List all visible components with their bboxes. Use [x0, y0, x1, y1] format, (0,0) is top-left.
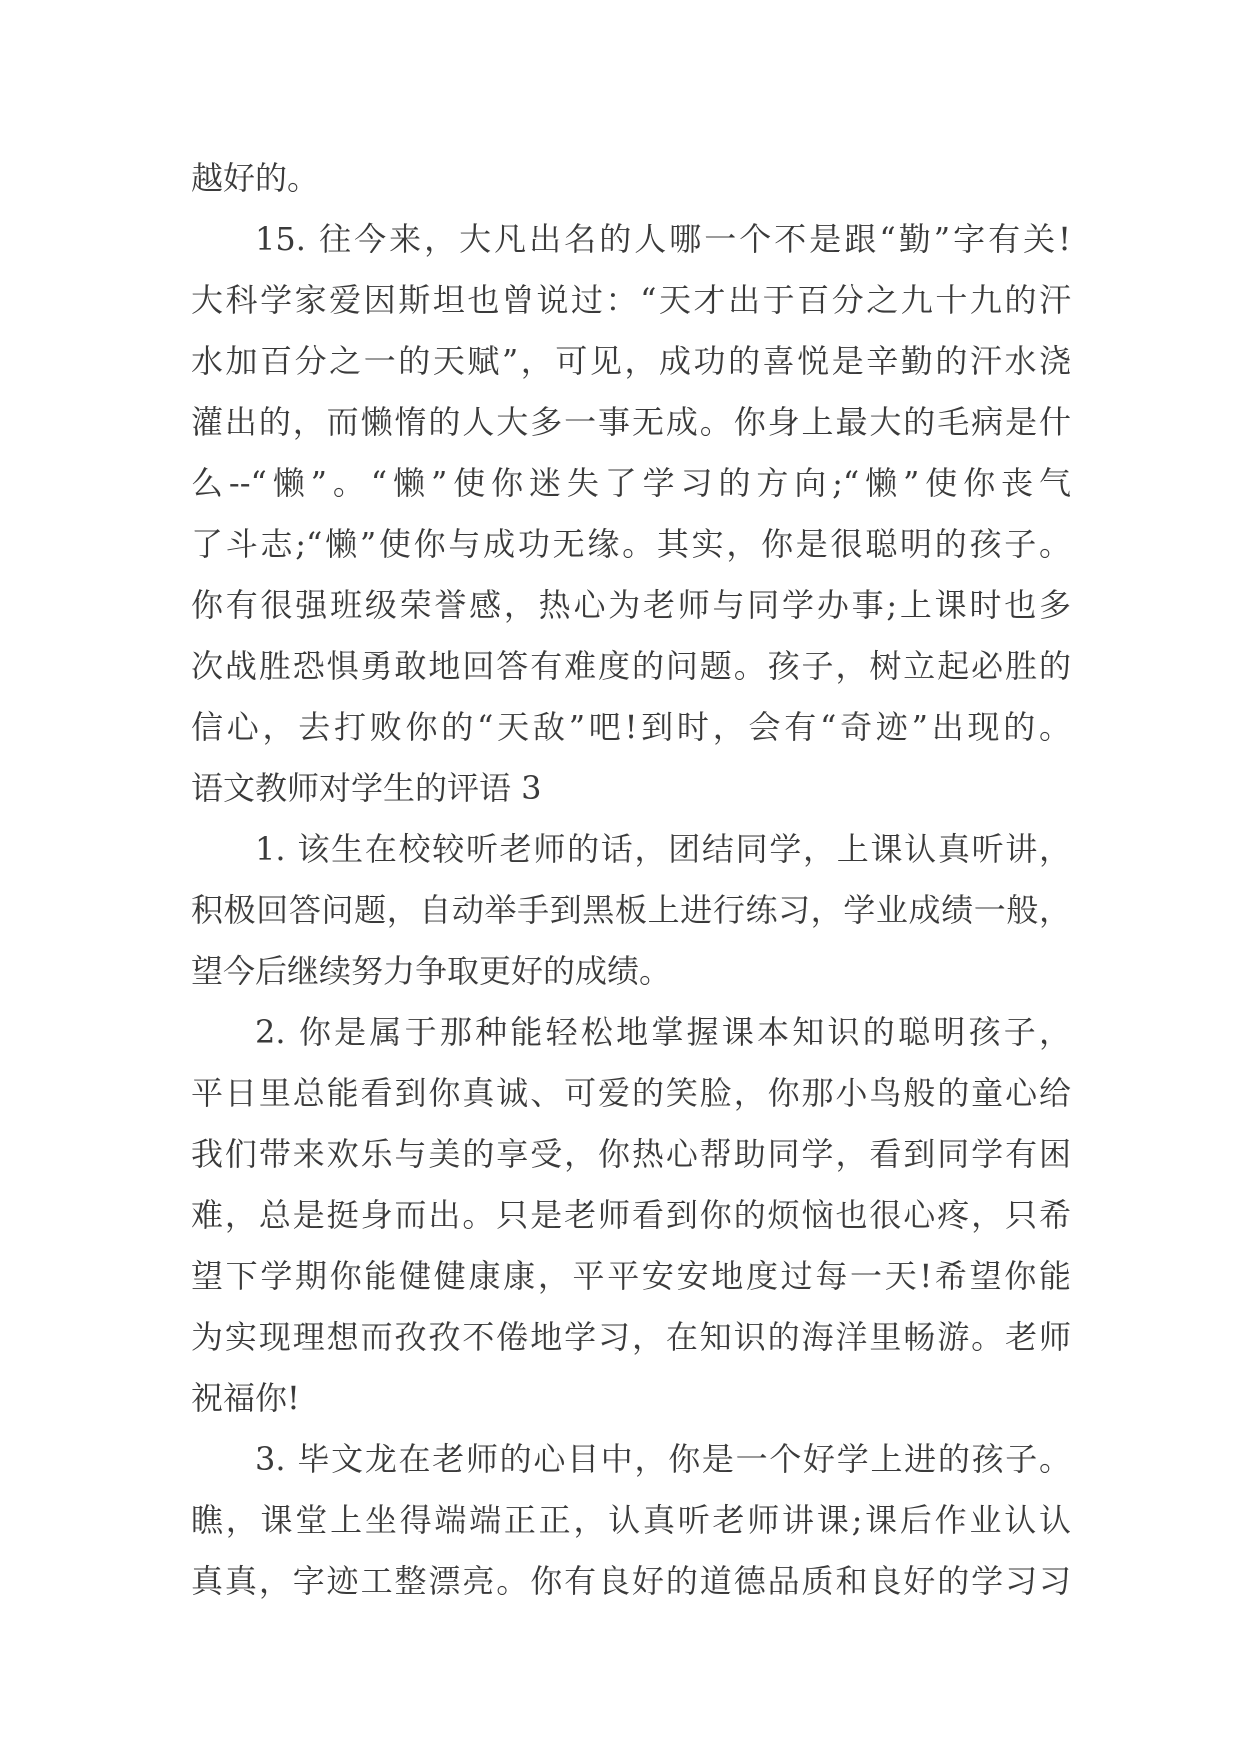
text-line: 祝福你! [191, 1379, 300, 1417]
text-line: 越好的。 [191, 159, 320, 197]
text-line: 15. 往今来，大凡出名的人哪一个不是跟“勤”字有关! [255, 220, 1071, 258]
text-line: 大科学家爱因斯坦也曾说过：“天才出于百分之九十九的汗 [191, 281, 1071, 319]
text-line: 1. 该生在校较听老师的话，团结同学，上课认真听讲， [255, 830, 1071, 868]
text-line: 么--“懒”。“懒”使你迷失了学习的方向;“懒”使你丧气 [191, 464, 1071, 502]
text-line: 了斗志;“懒”使你与成功无缘。其实，你是很聪明的孩子。 [191, 525, 1071, 563]
text-line: 信心，去打败你的“天敌”吧!到时，会有“奇迹”出现的。 [191, 708, 1071, 746]
text-line: 难，总是挺身而出。只是老师看到你的烦恼也很心疼，只希 [191, 1196, 1071, 1234]
text-line: 灌出的，而懒惰的人大多一事无成。你身上最大的毛病是什 [191, 403, 1071, 441]
text-line: 望下学期你能健健康康，平平安安地度过每一天!希望你能 [191, 1257, 1071, 1295]
text-line: 我们带来欢乐与美的享受，你热心帮助同学，看到同学有困 [191, 1135, 1071, 1173]
text-line: 望今后继续努力争取更好的成绩。 [191, 952, 672, 990]
text-line: 次战胜恐惧勇敢地回答有难度的问题。孩子，树立起必胜的 [191, 647, 1071, 685]
document-body [191, 148, 1071, 1612]
text-line: 为实现理想而孜孜不倦地学习，在知识的海洋里畅游。老师 [191, 1318, 1071, 1356]
text-line: 3. 毕文龙在老师的心目中，你是一个好学上进的孩子。 [255, 1440, 1071, 1478]
text-line: 语文教师对学生的评语 3 [191, 769, 542, 807]
text-line: 平日里总能看到你真诚、可爱的笑脸，你那小鸟般的童心给 [191, 1074, 1071, 1112]
text-line: 2. 你是属于那种能轻松地掌握课本知识的聪明孩子， [255, 1013, 1071, 1051]
text-line: 瞧，课堂上坐得端端正正，认真听老师讲课;课后作业认认 [191, 1501, 1071, 1539]
text-line: 你有很强班级荣誉感，热心为老师与同学办事;上课时也多 [191, 586, 1071, 624]
text-line: 水加百分之一的天赋”，可见，成功的喜悦是辛勤的汗水浇 [191, 342, 1071, 380]
text-line: 真真，字迹工整漂亮。你有良好的道德品质和良好的学习习 [191, 1562, 1071, 1600]
text-line: 积极回答问题，自动举手到黑板上进行练习，学业成绩一般， [191, 891, 1071, 929]
